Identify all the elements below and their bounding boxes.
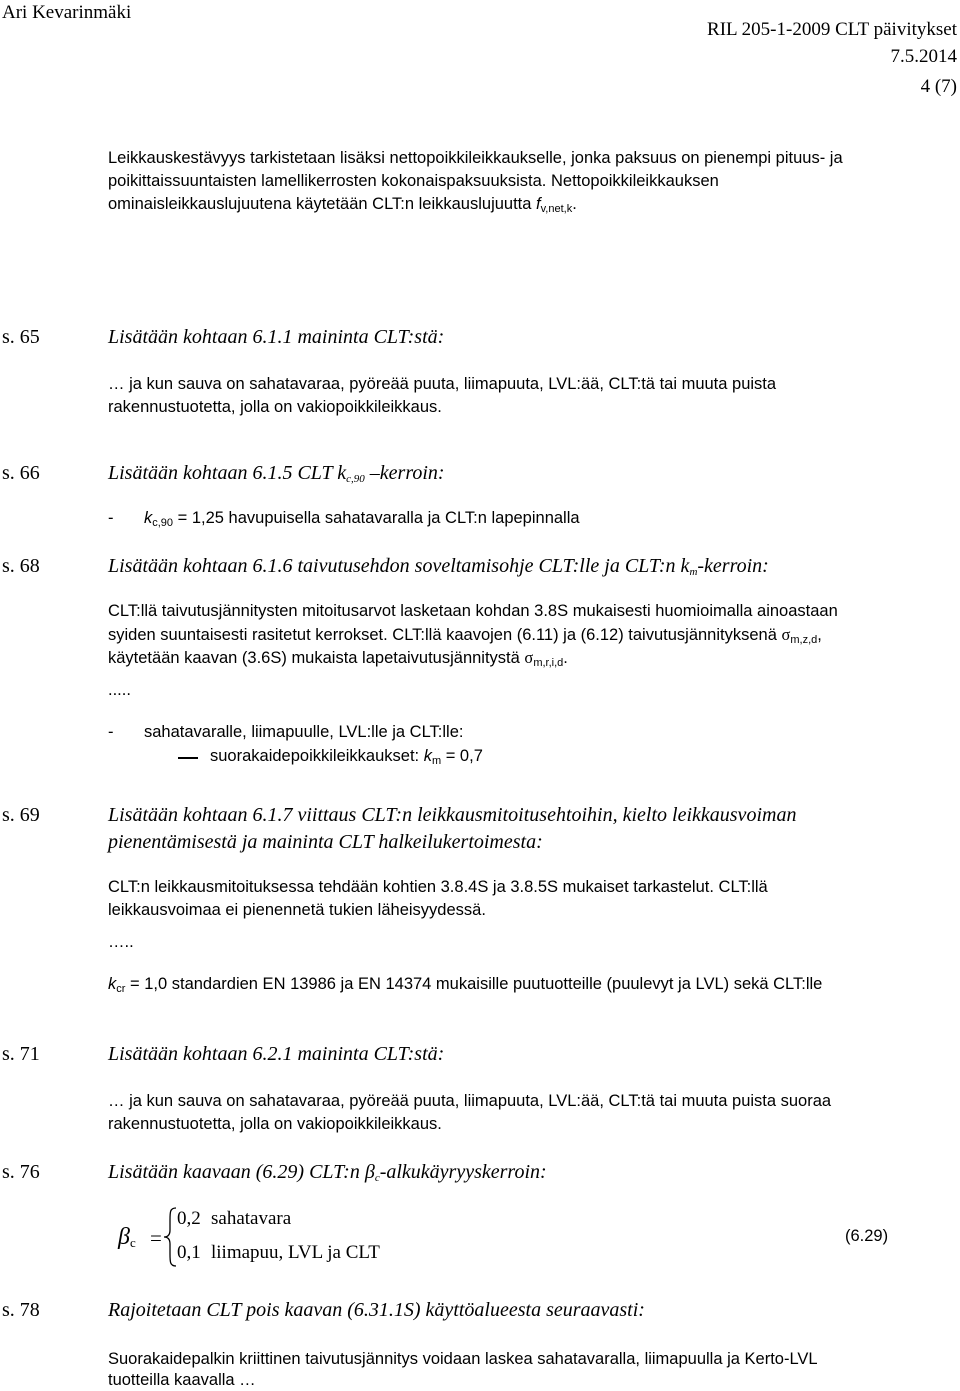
- section-number-s78: s. 78: [2, 1299, 40, 1321]
- s66-list-item: $k_{c,90} = 1,25$ havupuisella sahatavaralla ja CLT:n lapepinnalla: [144, 509, 580, 529]
- formula-row-2-text: liimapuu, LVL ja CLT: [211, 1242, 380, 1263]
- intro-line-3: ominaisleikkauslujuutena käytetään CLT:n leikkauslujuutta $f_{v,net,k}$.: [108, 195, 577, 215]
- left-brace-icon: [162, 1206, 178, 1268]
- intro-line-2: poikittaissuuntaisten lamellikerrosten kokonaispaksuuksista. Nettopoikkileikkauksen: [108, 172, 719, 190]
- section-title-s65: Lisätään kohtaan 6.1.1 maininta CLT:stä:: [108, 326, 445, 348]
- formula-row-1-value: 0,2: [177, 1208, 201, 1229]
- s65-line-2: rakennustuotetta, jolla on vakiopoikkileikkaus.: [108, 398, 442, 416]
- section-title-s71: Lisätään kohtaan 6.2.1 maininta CLT:stä:: [108, 1043, 445, 1065]
- section-number-s76: s. 76: [2, 1161, 40, 1183]
- sigma-symbol: σ: [524, 648, 534, 667]
- formula-lhs: $\beta_c$: [118, 1224, 136, 1250]
- s78-line-1: Suorakaidepalkin kriittinen taivutusjännitys voidaan laskea sahatavaralla, liimapuulla ja Kerto-LVL: [108, 1350, 818, 1368]
- s68-list-dash: -: [108, 723, 114, 741]
- s69-line-2: leikkausvoimaa ei pienennetä tukien läheisyydessä.: [108, 901, 486, 919]
- s69-line-1: CLT:n leikkausmitoituksessa tehdään kohtien 3.8.4S ja 3.8.5S mukaiset tarkastelut. CLT:llä: [108, 878, 768, 896]
- s68-line-3: käytetään kaavan (3.6S) mukaista lapetaivutusjännitystä $\sigma_{m,r,i,d}$.: [108, 648, 568, 669]
- section-title-s68: Lisätään kohtaan 6.1.6 taivutusehdon soveltamisohje CLT:lle ja CLT:n $k_m$-kerroin:: [108, 555, 769, 578]
- s68-list-item-2: suorakaidepoikkileikkaukset: $k_m = 0,7$: [210, 747, 483, 767]
- document-date: 7.5.2014: [890, 46, 957, 67]
- section-title-s69-line-2: pienentämisestä ja maininta CLT halkeilukertoimesta:: [108, 831, 543, 853]
- formula-row-2-value: 0,1: [177, 1242, 201, 1263]
- intro-line-1: Leikkauskestävyys tarkistetaan lisäksi nettopoikkileikkaukselle, jonka paksuus on pienempi pituus- ja: [108, 149, 843, 167]
- s68-line-1: CLT:llä taivutusjännitysten mitoitusarvot lasketaan kohdan 3.8S mukaisesti huomioimalla ainoastaan: [108, 602, 838, 620]
- section-number-s69: s. 69: [2, 804, 40, 826]
- section-title-s76: Lisätään kaavaan (6.29) CLT:n $\beta_c$-alkukäyryyskerroin:: [108, 1161, 547, 1184]
- s65-line-1: … ja kun sauva on sahatavaraa, pyöreää puuta, liimapuuta, LVL:ää, CLT:tä tai muuta puista: [108, 375, 777, 393]
- formula-number: (6.29): [845, 1227, 889, 1245]
- s71-line-2: rakennustuotetta, jolla on vakiopoikkileikkaus.: [108, 1115, 442, 1133]
- section-title-s66: Lisätään kohtaan 6.1.5 CLT $k_{c,90}$ –kerroin:: [108, 462, 445, 485]
- formula-row-1-text: sahatavara: [211, 1208, 292, 1229]
- section-title-s69-line-1: Lisätään kohtaan 6.1.7 viittaus CLT:n leikkausmitoitusehtoihin, kielto leikkausvoiman: [108, 804, 797, 826]
- sigma-symbol: σ: [781, 625, 791, 644]
- s71-line-1: … ja kun sauva on sahatavaraa, pyöreää puuta, liimapuuta, LVL:ää, CLT:tä tai muuta puista suoraa: [108, 1092, 832, 1110]
- s69-ellipsis: …..: [108, 933, 134, 951]
- s78-line-2: tuotteilla kaavalla …: [108, 1371, 256, 1389]
- author: Ari Kevarinmäki: [2, 2, 132, 23]
- s68-ellipsis: .....: [108, 681, 131, 699]
- sub-list-dash: [178, 757, 198, 759]
- page-number: 4 (7): [920, 76, 957, 97]
- section-title-s78: Rajoitetaan CLT pois kaavan (6.31.1S) käyttöalueesta seuraavasti:: [108, 1299, 645, 1321]
- s68-list-item-1: sahatavaralle, liimapuulle, LVL:lle ja CLT:lle:: [144, 723, 464, 741]
- s68-line-2: syiden suuntaisesti rasitetut kerrokset. CLT:llä kaavojen (6.11) ja (6.12) taivutusjännityksenä $\sigma_{m,z,d}$,: [108, 625, 822, 646]
- s66-list-dash: -: [108, 509, 114, 527]
- document-title: RIL 205-1-2009 CLT päivitykset: [707, 19, 957, 40]
- section-number-s68: s. 68: [2, 555, 40, 577]
- formula-equals: =: [150, 1226, 162, 1250]
- symbol-f: f: [536, 195, 541, 213]
- section-number-s71: s. 71: [2, 1043, 40, 1065]
- section-number-s66: s. 66: [2, 462, 40, 484]
- section-number-s65: s. 65: [2, 326, 40, 348]
- s69-kcr-line: $k_{cr} = 1,0$ standardien EN 13986 ja EN 14374 mukaisille puutuotteille (puulevyt ja LVL) sekä CLT:lle: [108, 975, 823, 995]
